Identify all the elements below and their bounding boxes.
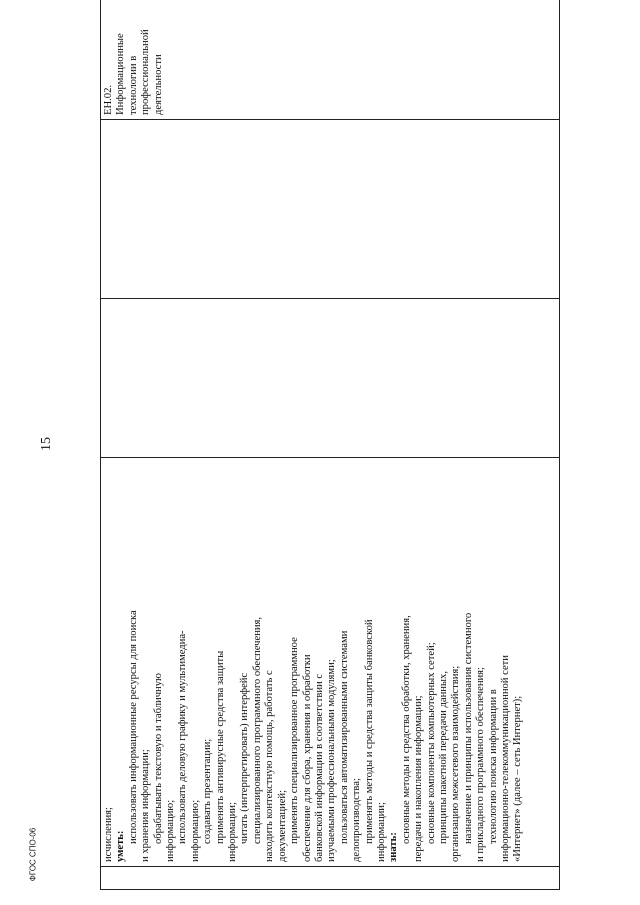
skills-line: информационно-телекоммуникационной сети	[500, 655, 511, 862]
discipline-line: Информационные	[115, 33, 127, 115]
skills-line: технологию поиска информации в	[487, 689, 499, 844]
skills-line: специализированного программного обеспечения,	[251, 616, 263, 844]
discipline-line: ЕН.02.	[103, 84, 114, 115]
curriculum-table	[100, 0, 560, 890]
discipline-line: деятельности	[152, 54, 164, 115]
skills-line: применять антивирусные средства защиты	[214, 650, 226, 844]
skills-line: информации;	[375, 802, 387, 862]
skills-line: находить контекстную помощь, работать с	[264, 670, 276, 862]
skills-line: знать:	[388, 832, 400, 862]
skills-line: и прикладного программного обеспечения;	[475, 667, 487, 862]
skills-line: информации;	[227, 802, 239, 862]
table-row	[101, 0, 560, 890]
skills-line: основные методы и средства обработки, хранения,	[400, 615, 412, 844]
empty-cell	[101, 867, 560, 890]
skills-line: организацию межсетевого взаимодействия;	[450, 665, 462, 862]
discipline-cell	[101, 0, 560, 120]
skills-line: использовать деловую графику и мультимедиа-	[177, 630, 189, 844]
skills-line: применять методы и средства защиты банковской	[363, 619, 375, 844]
skills-line: пользоваться автоматизированными системами	[338, 630, 350, 844]
skills-line: документацией;	[276, 789, 288, 862]
skills-line: банковской информации в соответствии с	[313, 673, 325, 862]
skills-line: и хранения информации;	[140, 749, 152, 862]
skills-line: уметь:	[115, 830, 127, 862]
skills-line: читать (интерпретировать) интерфейс	[239, 672, 251, 844]
skills-line: назначение и принципы использования системного	[462, 612, 474, 844]
rotated-page	[100, 20, 560, 890]
skills-line: информацию;	[189, 799, 201, 862]
skills-line: использовать информационные ресурсы для поиска	[127, 610, 139, 844]
footer-code: ФГОС СПО-06	[28, 827, 38, 882]
skills-line: передачи и накопления информации;	[413, 695, 425, 862]
skills-line: основные компоненты компьютерных сетей;	[425, 642, 437, 844]
discipline-line: технологии в	[127, 55, 139, 115]
skills-line: делопроизводства;	[351, 778, 363, 862]
empty-cell	[101, 120, 560, 299]
skills-line: принципы пакетной передачи данных,	[437, 671, 449, 844]
skills-cell	[101, 458, 560, 867]
empty-cell	[101, 299, 560, 458]
skills-line: обеспечение для сбора, хранения и обработки	[301, 654, 313, 862]
skills-line: исчисления;	[103, 806, 114, 862]
skills-line: создавать презентации;	[202, 738, 214, 844]
skills-line: «Интернет» (далее – сеть Интернет);	[512, 695, 524, 862]
discipline-line: профессиональной	[140, 29, 152, 115]
skills-line: применять специализированное программное	[289, 637, 301, 844]
skills-line: информацию;	[165, 799, 177, 862]
skills-line: обрабатывать текстовую и табличную	[152, 673, 164, 844]
page-number: 15	[39, 437, 54, 451]
skills-line: изучаемыми профессиональными модулями;	[326, 659, 338, 862]
